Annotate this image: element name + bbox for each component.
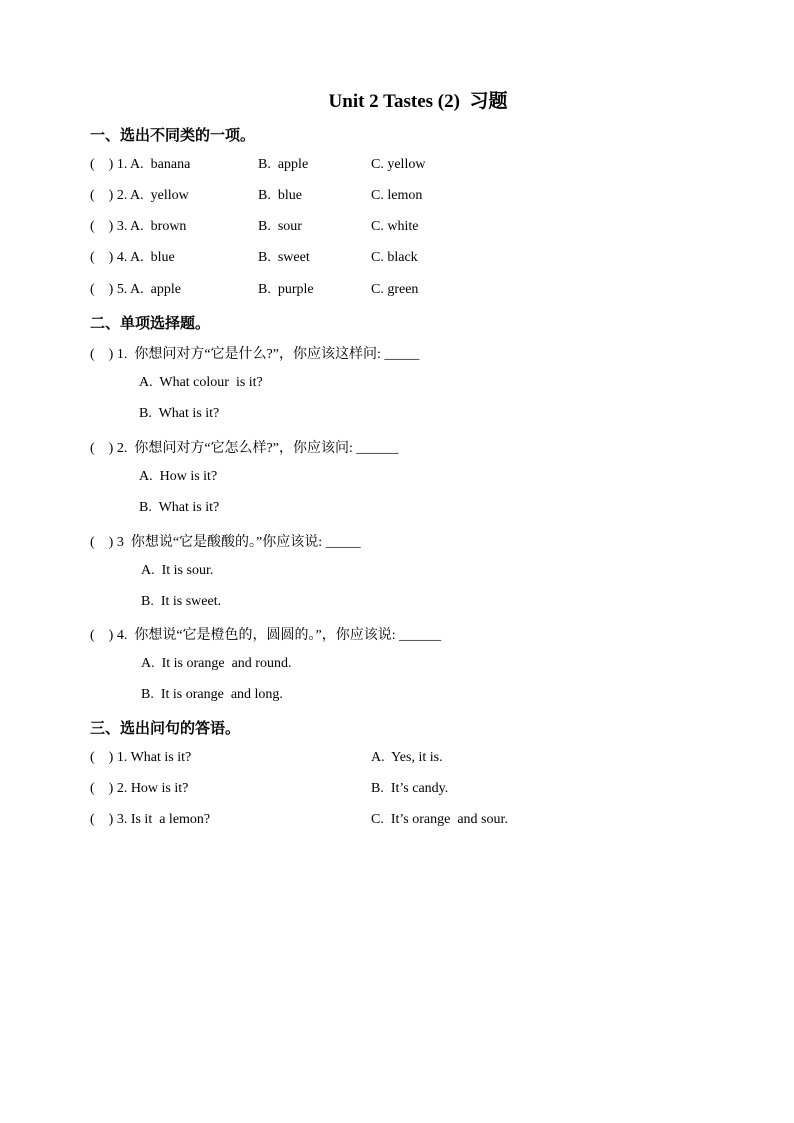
question-text: ( ) 4. 你想说“它是橙色的，圆圆的。”，你应该说: ______ <box>90 628 442 643</box>
option-b: B. It is orange and long. <box>141 687 283 702</box>
option-b: B. What is it? <box>139 406 220 421</box>
question-text: ( ) 2. 你想问对方“它怎么样?”，你应该问: ______ <box>90 441 399 456</box>
question-text: ( ) 3. A. brown <box>90 219 187 234</box>
option-a: A. It is sour. <box>141 563 214 578</box>
question-text: ( ) 3. Is it a lemon? <box>90 812 211 827</box>
option-b: B. apple <box>258 157 309 172</box>
section-1-heading: 一、选出不同类的一项。 <box>90 128 256 144</box>
option-a: A. What colour is it? <box>139 375 263 390</box>
answer-option: C. It’s orange and sour. <box>371 812 508 827</box>
question-text: ( ) 1. A. banana <box>90 157 191 172</box>
option-c: C. yellow <box>371 157 426 172</box>
question-text: ( ) 1. 你想问对方“它是什么?”，你应该这样问: _____ <box>90 347 420 362</box>
option-a: A. How is it? <box>139 469 218 484</box>
question-text: ( ) 2. A. yellow <box>90 188 189 203</box>
option-b: B. It is sweet. <box>141 594 222 609</box>
question-text: ( ) 3 你想说“它是酸酸的。”你应该说: _____ <box>90 535 361 550</box>
option-c: C. black <box>371 250 418 265</box>
option-c: C. white <box>371 219 419 234</box>
page-title: Unit 2 Tastes (2) 习题 <box>328 91 508 112</box>
option-c: C. lemon <box>371 188 423 203</box>
question-text: ( ) 5. A. apple <box>90 282 181 297</box>
option-b: B. What is it? <box>139 500 220 515</box>
option-c: C. green <box>371 282 419 297</box>
answer-option: B. It’s candy. <box>371 781 449 796</box>
question-text: ( ) 1. What is it? <box>90 750 192 765</box>
option-b: B. purple <box>258 282 314 297</box>
option-b: B. sour <box>258 219 302 234</box>
question-text: ( ) 2. How is it? <box>90 781 189 796</box>
option-b: B. sweet <box>258 250 310 265</box>
section-2-heading: 二、单项选择题。 <box>90 316 211 332</box>
option-a: A. It is orange and round. <box>141 656 292 671</box>
question-text: ( ) 4. A. blue <box>90 250 175 265</box>
option-b: B. blue <box>258 188 302 203</box>
section-3-heading: 三、选出问句的答语。 <box>90 721 241 737</box>
answer-option: A. Yes, it is. <box>371 750 443 765</box>
